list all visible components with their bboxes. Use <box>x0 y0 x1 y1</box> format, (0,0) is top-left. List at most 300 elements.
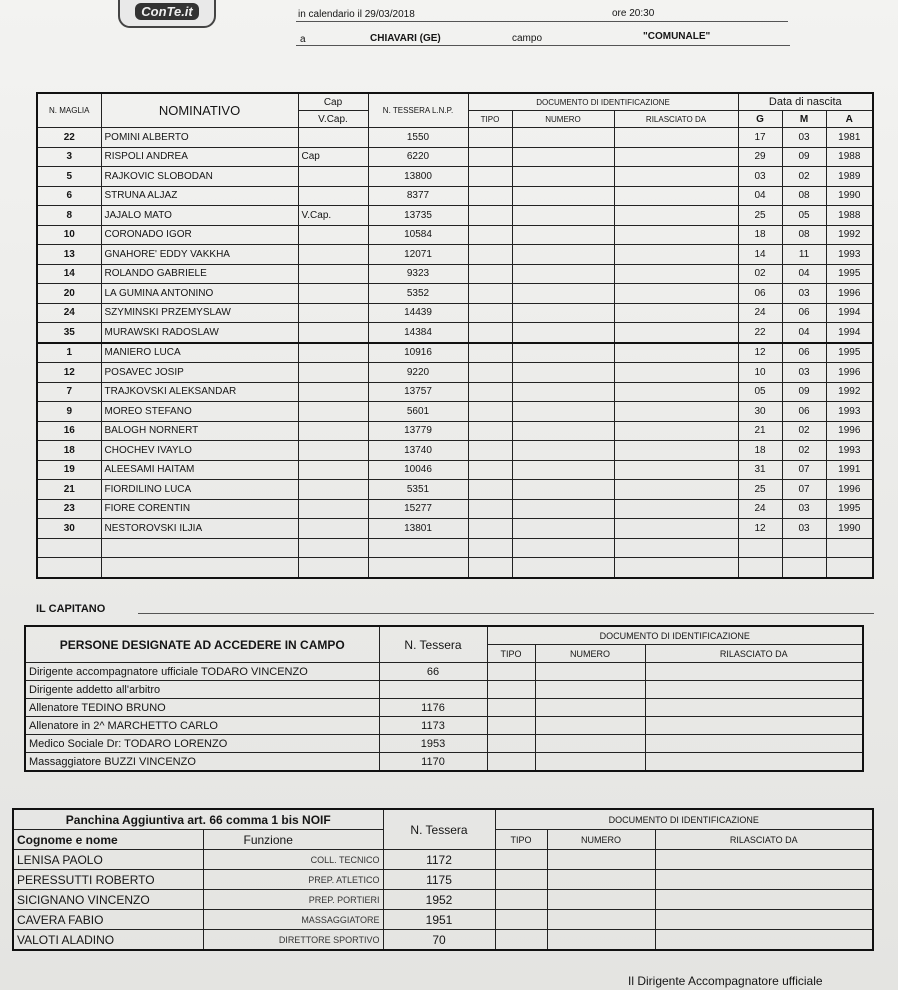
birth-day: 05 <box>738 382 782 402</box>
doc-type-cell <box>495 850 547 870</box>
doc-type-cell <box>468 421 512 441</box>
table-row <box>37 186 873 206</box>
table-row <box>37 225 873 245</box>
header-vice-cap: V.Cap. <box>298 111 368 128</box>
birth-day: 04 <box>738 186 782 206</box>
birth-month: 04 <box>782 264 826 284</box>
doc-number-cell <box>512 363 614 383</box>
birth-month: 08 <box>782 186 826 206</box>
doc-type-cell <box>468 147 512 167</box>
players-table <box>36 92 874 579</box>
table-row <box>37 245 873 265</box>
empty-cell <box>826 538 873 558</box>
bench-tessera: 1172 <box>383 850 495 870</box>
shirt-number: 9 <box>37 402 101 422</box>
table-row <box>37 206 873 226</box>
player-tessera: 5601 <box>368 402 468 422</box>
birth-year: 1993 <box>826 441 873 461</box>
doc-issuer-cell <box>655 850 873 870</box>
player-name: MOREO STEFANO <box>101 402 298 422</box>
player-role <box>298 460 368 480</box>
empty-cell <box>101 538 298 558</box>
birth-month: 06 <box>782 402 826 422</box>
shirt-number: 6 <box>37 186 101 206</box>
doc-issuer-cell <box>614 284 738 304</box>
empty-cell <box>614 558 738 578</box>
birth-month: 08 <box>782 225 826 245</box>
doc-issuer-cell <box>645 717 863 735</box>
header-birth-date: Data di nascita <box>738 93 873 111</box>
doc-issuer-cell <box>614 460 738 480</box>
official-signature-label: Il Dirigente Accompagnatore ufficiale <box>628 974 823 988</box>
header-cap: Cap <box>298 93 368 111</box>
doc-issuer-cell <box>645 663 863 681</box>
field-name: "COMUNALE" <box>643 31 711 42</box>
birth-day: 12 <box>738 519 782 539</box>
captain-signature-line <box>138 613 874 614</box>
player-name: FIORDILINO LUCA <box>101 480 298 500</box>
birth-day: 24 <box>738 303 782 323</box>
player-role <box>298 402 368 422</box>
birth-month: 09 <box>782 147 826 167</box>
header-tessera: N. TESSERA L.N.P. <box>368 93 468 128</box>
doc-number-cell <box>512 499 614 519</box>
doc-number-cell <box>547 870 655 890</box>
birth-month: 07 <box>782 460 826 480</box>
table-row <box>37 284 873 304</box>
birth-year: 1992 <box>826 225 873 245</box>
birth-month: 06 <box>782 343 826 363</box>
bench-function: PREP. PORTIERI <box>203 890 383 910</box>
doc-number-cell <box>512 382 614 402</box>
bench-function: MASSAGGIATORE <box>203 910 383 930</box>
staff-tessera: 1170 <box>379 753 487 772</box>
bench-row <box>13 910 873 930</box>
bench-body <box>13 850 873 951</box>
bench-person-name: VALOTI ALADINO <box>13 930 203 951</box>
shirt-number: 13 <box>37 245 101 265</box>
doc-number-cell <box>535 663 645 681</box>
doc-type-cell <box>487 753 535 772</box>
birth-day: 14 <box>738 245 782 265</box>
staff-role-name: Dirigente addetto all'arbitro <box>25 681 379 699</box>
shirt-number: 5 <box>37 167 101 187</box>
empty-cell <box>468 538 512 558</box>
doc-issuer-cell <box>614 303 738 323</box>
table-row <box>37 264 873 284</box>
doc-issuer-cell <box>655 930 873 951</box>
staff-tessera: 66 <box>379 663 487 681</box>
doc-type-cell <box>495 910 547 930</box>
table-row <box>37 382 873 402</box>
doc-number-cell <box>547 850 655 870</box>
staff-tessera: 1173 <box>379 717 487 735</box>
doc-issuer-cell <box>655 910 873 930</box>
staff-tessera <box>379 681 487 699</box>
empty-row <box>37 538 873 558</box>
empty-cell <box>614 538 738 558</box>
bench-tessera: 1175 <box>383 870 495 890</box>
doc-number-cell <box>535 753 645 772</box>
player-tessera: 13801 <box>368 519 468 539</box>
birth-month: 03 <box>782 519 826 539</box>
header-underline-2 <box>296 45 790 46</box>
header-document: DOCUMENTO DI IDENTIFICAZIONE <box>468 93 738 111</box>
player-name: TRAJKOVSKI ALEKSANDAR <box>101 382 298 402</box>
player-role <box>298 303 368 323</box>
doc-issuer-cell <box>645 735 863 753</box>
player-role: Cap <box>298 147 368 167</box>
birth-day: 06 <box>738 284 782 304</box>
player-tessera: 1550 <box>368 128 468 148</box>
birth-day: 24 <box>738 499 782 519</box>
doc-issuer-cell <box>614 480 738 500</box>
shirt-number: 7 <box>37 382 101 402</box>
player-tessera: 8377 <box>368 186 468 206</box>
table-row <box>37 460 873 480</box>
doc-type-cell <box>468 206 512 226</box>
birth-year: 1993 <box>826 402 873 422</box>
staff-tessera: 1953 <box>379 735 487 753</box>
empty-cell <box>512 558 614 578</box>
player-tessera: 13735 <box>368 206 468 226</box>
staff-doc-number-header: NUMERO <box>535 645 645 663</box>
staff-role-name: Allenatore TEDINO BRUNO <box>25 699 379 717</box>
table-row <box>37 147 873 167</box>
shirt-number: 1 <box>37 343 101 363</box>
birth-day: 22 <box>738 323 782 343</box>
doc-number-cell <box>512 206 614 226</box>
doc-number-cell <box>512 343 614 363</box>
doc-number-cell <box>512 460 614 480</box>
doc-issuer-cell <box>614 147 738 167</box>
player-tessera: 10584 <box>368 225 468 245</box>
doc-issuer-cell <box>655 870 873 890</box>
doc-number-cell <box>512 186 614 206</box>
doc-type-cell <box>495 890 547 910</box>
doc-number-cell <box>535 681 645 699</box>
empty-cell <box>738 538 782 558</box>
staff-doc-issuer-header: RILASCIATO DA <box>645 645 863 663</box>
birth-day: 30 <box>738 402 782 422</box>
doc-type-cell <box>495 930 547 951</box>
birth-month: 07 <box>782 480 826 500</box>
player-role <box>298 480 368 500</box>
bench-person-name: PERESSUTTI ROBERTO <box>13 870 203 890</box>
empty-cell <box>468 558 512 578</box>
bench-title: Panchina Aggiuntiva art. 66 comma 1 bis NOIF <box>13 809 383 830</box>
doc-type-cell <box>468 225 512 245</box>
birth-year: 1994 <box>826 303 873 323</box>
birth-day: 31 <box>738 460 782 480</box>
table-row <box>37 519 873 539</box>
bench-person-name: CAVERA FABIO <box>13 910 203 930</box>
doc-issuer-cell <box>614 264 738 284</box>
shirt-number: 3 <box>37 147 101 167</box>
doc-type-cell <box>468 402 512 422</box>
empty-cell <box>782 558 826 578</box>
doc-issuer-cell <box>614 499 738 519</box>
bench-row <box>13 930 873 951</box>
birth-day: 03 <box>738 167 782 187</box>
player-name: POSAVEC JOSIP <box>101 363 298 383</box>
player-tessera: 13800 <box>368 167 468 187</box>
player-tessera: 5351 <box>368 480 468 500</box>
logo <box>118 0 216 28</box>
birth-day: 10 <box>738 363 782 383</box>
birth-year: 1981 <box>826 128 873 148</box>
header-shirt-number: N. MAGLIA <box>37 93 101 128</box>
player-role <box>298 245 368 265</box>
bench-tessera: 1951 <box>383 910 495 930</box>
player-name: MANIERO LUCA <box>101 343 298 363</box>
staff-title: PERSONE DESIGNATE AD ACCEDERE IN CAMPO <box>25 626 379 663</box>
birth-month: 03 <box>782 363 826 383</box>
staff-row <box>25 699 863 717</box>
empty-cell <box>101 558 298 578</box>
empty-cell <box>826 558 873 578</box>
table-row <box>37 363 873 383</box>
header-doc-type: TIPO <box>468 111 512 128</box>
shirt-number: 18 <box>37 441 101 461</box>
doc-type-cell <box>468 186 512 206</box>
player-name: ROLANDO GABRIELE <box>101 264 298 284</box>
empty-cell <box>298 538 368 558</box>
header-month: M <box>782 111 826 128</box>
doc-number-cell <box>512 421 614 441</box>
player-role <box>298 421 368 441</box>
empty-row <box>37 558 873 578</box>
player-tessera: 13779 <box>368 421 468 441</box>
shirt-number: 8 <box>37 206 101 226</box>
birth-day: 21 <box>738 421 782 441</box>
staff-row <box>25 735 863 753</box>
logo-text: ConTe.it <box>135 3 199 20</box>
shirt-number: 22 <box>37 128 101 148</box>
birth-month: 04 <box>782 323 826 343</box>
shirt-number: 30 <box>37 519 101 539</box>
doc-number-cell <box>512 480 614 500</box>
doc-type-cell <box>468 441 512 461</box>
birth-day: 17 <box>738 128 782 148</box>
player-tessera: 10046 <box>368 460 468 480</box>
field-label: campo <box>512 33 543 44</box>
doc-type-cell <box>468 480 512 500</box>
empty-cell <box>368 558 468 578</box>
empty-cell <box>782 538 826 558</box>
doc-type-cell <box>468 245 512 265</box>
doc-number-cell <box>512 147 614 167</box>
doc-issuer-cell <box>614 128 738 148</box>
birth-day: 12 <box>738 343 782 363</box>
staff-row <box>25 663 863 681</box>
header-doc-issuer: RILASCIATO DA <box>614 111 738 128</box>
staff-row <box>25 753 863 772</box>
birth-year: 1990 <box>826 186 873 206</box>
birth-year: 1990 <box>826 519 873 539</box>
doc-issuer-cell <box>614 363 738 383</box>
doc-type-cell <box>468 460 512 480</box>
birth-year: 1996 <box>826 421 873 441</box>
birth-year: 1995 <box>826 264 873 284</box>
staff-tessera-header: N. Tessera <box>379 626 487 663</box>
bench-document-header: DOCUMENTO DI IDENTIFICAZIONE <box>495 809 873 830</box>
birth-month: 06 <box>782 303 826 323</box>
staff-role-name: Dirigente accompagnatore ufficiale TODARO VINCENZO <box>25 663 379 681</box>
birth-year: 1994 <box>826 323 873 343</box>
doc-type-cell <box>468 284 512 304</box>
player-role <box>298 186 368 206</box>
staff-role-name: Medico Sociale Dr: TODARO LORENZO <box>25 735 379 753</box>
doc-issuer-cell <box>614 245 738 265</box>
birth-day: 18 <box>738 441 782 461</box>
doc-issuer-cell <box>614 421 738 441</box>
city: CHIAVARI (GE) <box>370 33 441 44</box>
birth-day: 29 <box>738 147 782 167</box>
player-tessera: 10916 <box>368 343 468 363</box>
shirt-number: 16 <box>37 421 101 441</box>
location-prefix: a <box>300 34 306 45</box>
shirt-number: 19 <box>37 460 101 480</box>
bench-surname-header: Cognome e nome <box>13 830 203 850</box>
doc-type-cell <box>468 382 512 402</box>
birth-month: 02 <box>782 167 826 187</box>
player-name: RISPOLI ANDREA <box>101 147 298 167</box>
staff-doc-type-header: TIPO <box>487 645 535 663</box>
table-row <box>37 480 873 500</box>
bench-function-header: Funzione <box>203 830 383 850</box>
doc-type-cell <box>468 264 512 284</box>
birth-month: 11 <box>782 245 826 265</box>
bench-tessera: 1952 <box>383 890 495 910</box>
doc-number-cell <box>512 519 614 539</box>
birth-month: 09 <box>782 382 826 402</box>
staff-role-name: Massaggiatore BUZZI VINCENZO <box>25 753 379 772</box>
bench-tessera: 70 <box>383 930 495 951</box>
birth-day: 25 <box>738 206 782 226</box>
player-role <box>298 519 368 539</box>
doc-number-cell <box>535 735 645 753</box>
birth-month: 03 <box>782 499 826 519</box>
bench-row <box>13 850 873 870</box>
birth-year: 1988 <box>826 147 873 167</box>
bench-table <box>12 808 874 951</box>
doc-type-cell <box>468 167 512 187</box>
table-row <box>37 441 873 461</box>
shirt-number: 24 <box>37 303 101 323</box>
doc-type-cell <box>468 519 512 539</box>
birth-year: 1993 <box>826 245 873 265</box>
doc-issuer-cell <box>645 681 863 699</box>
doc-type-cell <box>468 343 512 363</box>
doc-number-cell <box>547 930 655 951</box>
staff-table <box>24 625 864 772</box>
player-name: FIORE CORENTIN <box>101 499 298 519</box>
bench-function: COLL. TECNICO <box>203 850 383 870</box>
header-underline-1 <box>296 21 788 22</box>
empty-cell <box>368 538 468 558</box>
player-role <box>298 441 368 461</box>
doc-type-cell <box>487 717 535 735</box>
header-day: G <box>738 111 782 128</box>
player-name: ALEESAMI HAITAM <box>101 460 298 480</box>
table-row <box>37 402 873 422</box>
staff-document-header: DOCUMENTO DI IDENTIFICAZIONE <box>487 626 863 645</box>
doc-number-cell <box>512 441 614 461</box>
birth-year: 1995 <box>826 499 873 519</box>
player-role <box>298 499 368 519</box>
doc-number-cell <box>535 699 645 717</box>
doc-issuer-cell <box>614 167 738 187</box>
player-name: CHOCHEV IVAYLO <box>101 441 298 461</box>
birth-year: 1995 <box>826 343 873 363</box>
empty-cell <box>298 558 368 578</box>
player-tessera: 12071 <box>368 245 468 265</box>
doc-type-cell <box>495 870 547 890</box>
staff-tessera: 1176 <box>379 699 487 717</box>
empty-cell <box>738 558 782 578</box>
doc-number-cell <box>547 890 655 910</box>
doc-issuer-cell <box>614 206 738 226</box>
player-role: V.Cap. <box>298 206 368 226</box>
shirt-number: 23 <box>37 499 101 519</box>
table-row <box>37 421 873 441</box>
bench-function: PREP. ATLETICO <box>203 870 383 890</box>
bench-person-name: LENISA PAOLO <box>13 850 203 870</box>
player-role <box>298 264 368 284</box>
player-name: MURAWSKI RADOSLAW <box>101 323 298 343</box>
bench-row <box>13 870 873 890</box>
doc-issuer-cell <box>614 519 738 539</box>
player-role <box>298 343 368 363</box>
doc-type-cell <box>487 699 535 717</box>
doc-issuer-cell <box>645 699 863 717</box>
bench-doc-issuer-header: RILASCIATO DA <box>655 830 873 850</box>
bench-doc-number-header: NUMERO <box>547 830 655 850</box>
doc-number-cell <box>512 303 614 323</box>
player-tessera: 5352 <box>368 284 468 304</box>
player-role <box>298 167 368 187</box>
empty-cell <box>512 538 614 558</box>
bench-function: DIRETTORE SPORTIVO <box>203 930 383 951</box>
doc-number-cell <box>512 128 614 148</box>
player-role <box>298 128 368 148</box>
doc-number-cell <box>512 323 614 343</box>
bench-tessera-header: N. Tessera <box>383 809 495 850</box>
player-role <box>298 363 368 383</box>
table-row <box>37 343 873 363</box>
doc-number-cell <box>547 910 655 930</box>
shirt-number: 20 <box>37 284 101 304</box>
staff-role-name: Allenatore in 2^ MARCHETTO CARLO <box>25 717 379 735</box>
doc-issuer-cell <box>614 441 738 461</box>
doc-number-cell <box>512 225 614 245</box>
birth-month: 03 <box>782 128 826 148</box>
player-tessera: 15277 <box>368 499 468 519</box>
bench-row <box>13 890 873 910</box>
calendar-date: in calendario il 29/03/2018 <box>298 9 415 20</box>
player-name: POMINI ALBERTO <box>101 128 298 148</box>
birth-year: 1996 <box>826 284 873 304</box>
birth-year: 1992 <box>826 382 873 402</box>
header-year: A <box>826 111 873 128</box>
doc-issuer-cell <box>614 225 738 245</box>
player-name: STRUNA ALJAZ <box>101 186 298 206</box>
player-role <box>298 284 368 304</box>
table-row <box>37 167 873 187</box>
birth-year: 1996 <box>826 480 873 500</box>
doc-issuer-cell <box>614 402 738 422</box>
